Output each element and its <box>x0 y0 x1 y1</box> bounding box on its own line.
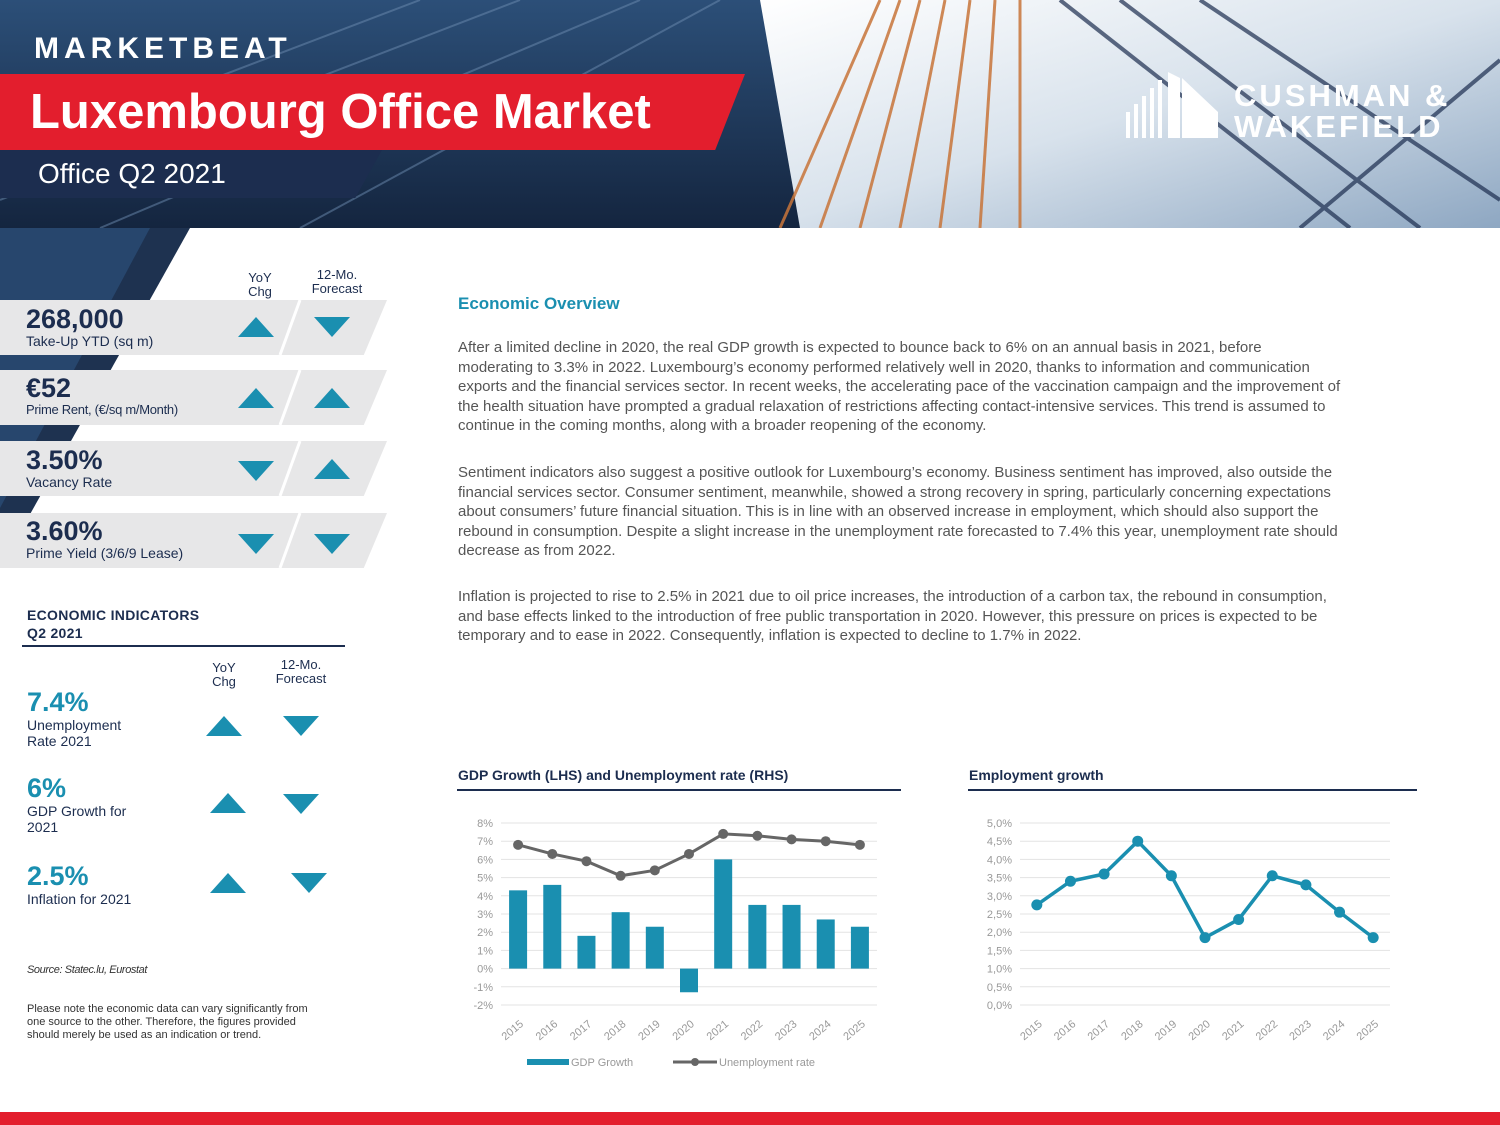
legend-gdp-swatch <box>527 1059 569 1065</box>
x-tick-label: 2017 <box>1085 1018 1113 1044</box>
arrow-up-icon <box>210 793 246 813</box>
y-tick-label: 5,0% <box>986 818 1012 830</box>
unemployment-point <box>616 871 626 881</box>
arrow-down-icon <box>291 873 327 893</box>
y-tick-label: -1% <box>473 981 493 994</box>
kpi-col-forecast-header: 12-Mo. Forecast <box>311 267 363 296</box>
x-tick-label: 2016 <box>1051 1018 1079 1044</box>
unemployment-point <box>581 856 591 866</box>
header-banner <box>0 0 1500 228</box>
kpi-divider-lines <box>270 300 330 570</box>
kpi-value: 268,000 <box>26 304 124 334</box>
indicator-label: Rate 2021 <box>27 733 92 749</box>
arrow-up-icon <box>210 873 246 893</box>
kpi-col-yoy-header: YoY Chg <box>248 270 272 299</box>
x-tick-label: 2025 <box>841 1018 868 1044</box>
y-tick-label: 7% <box>477 836 493 849</box>
gdp-bar <box>817 919 835 968</box>
y-tick-label: 4,5% <box>986 836 1012 849</box>
y-tick-label: 1% <box>477 945 493 958</box>
kpi-label: Vacancy Rate <box>26 474 113 490</box>
indicator-label: GDP Growth for <box>27 803 127 819</box>
indicator-value: 6% <box>27 773 67 803</box>
gdp-bar <box>509 890 527 968</box>
unemployment-point <box>718 829 728 839</box>
unemployment-point <box>513 840 523 850</box>
legend-gdp-label: GDP Growth <box>571 1057 634 1069</box>
gdp-bar <box>577 936 595 969</box>
y-tick-label: 1,0% <box>986 963 1012 976</box>
overview-paragraph-1: After a limited decline in 2020, the real GDP growth is expected to bounce back to 6% on an annual basis in 2021, before moderating to 3.3% in 2022. Luxembourg’s economy performed relatively well in 2020, thanks to information and communication exports and the financial services sector. In recent weeks, the accelerating pace of the vaccination campaign and the improvement of the health situation have prompted a gradual relaxation of restrictions affecting contact-intensive services. This trend is assumed to continue in the coming months, along with a broader reopening of the economy. <box>458 339 1341 434</box>
arrow-down-icon <box>283 794 319 814</box>
x-tick-label: 2023 <box>1287 1018 1314 1044</box>
kpi-prime-yield <box>26 517 183 561</box>
gdp-chart-title: GDP Growth (LHS) and Unemployment rate (RHS) <box>458 767 789 783</box>
employment-point <box>1368 932 1379 943</box>
indicator-unemployment <box>27 687 121 749</box>
ei-col-yoy-header: YoY Chg <box>212 660 236 689</box>
x-tick-label: 2017 <box>567 1018 595 1044</box>
gdp-bar <box>783 905 801 969</box>
y-tick-label: 4,0% <box>986 854 1012 867</box>
footer-bar <box>0 1112 1500 1125</box>
y-tick-label: 6% <box>477 854 493 867</box>
gdp-bar <box>543 885 561 969</box>
indicator-label: 2021 <box>27 819 59 835</box>
indicator-value: 7.4% <box>27 687 89 717</box>
y-tick-label: -2% <box>473 1000 493 1012</box>
gdp-bar <box>714 859 732 968</box>
y-tick-label: 4% <box>477 890 493 903</box>
x-tick-label: 2018 <box>1119 1018 1146 1044</box>
logo-text-line1: CUSHMAN & <box>1234 78 1451 113</box>
gdp-bar <box>680 969 698 993</box>
x-tick-label: 2021 <box>704 1018 732 1044</box>
employment-point <box>1132 836 1143 847</box>
gdp-unemployment-chart <box>457 805 901 1075</box>
x-tick-label: 2020 <box>670 1018 697 1044</box>
y-tick-label: 8% <box>477 818 493 830</box>
indicator-gdp <box>27 773 126 835</box>
unemployment-point <box>650 865 660 875</box>
x-tick-label: 2016 <box>533 1018 561 1044</box>
arrow-up-icon <box>238 317 274 337</box>
y-tick-label: 2,0% <box>986 927 1012 940</box>
employment-point <box>1267 870 1278 881</box>
unemployment-point <box>547 849 557 859</box>
indicator-inflation <box>27 861 131 907</box>
employment-point <box>1031 899 1042 910</box>
x-tick-label: 2015 <box>1018 1018 1045 1044</box>
arrow-down-icon <box>238 534 274 554</box>
indicator-value: 2.5% <box>27 861 89 891</box>
gdp-bar <box>612 912 630 968</box>
unemployment-point <box>855 840 865 850</box>
indicator-label: Unemployment <box>27 717 122 733</box>
x-tick-label: 2019 <box>636 1018 663 1044</box>
unemployment-point <box>821 836 831 846</box>
x-tick-label: 2023 <box>773 1018 800 1044</box>
y-tick-label: 2,5% <box>986 909 1012 921</box>
employment-chart-rule <box>968 789 1417 791</box>
source-note: Source: Statec.lu, Eurostat <box>27 964 148 976</box>
indicators-heading: ECONOMIC INDICATORS Q2 2021 <box>27 607 200 641</box>
overview-heading: Economic Overview <box>458 294 620 313</box>
y-tick-label: 0,5% <box>986 981 1012 994</box>
gdp-bar <box>851 927 869 969</box>
unemployment-point <box>684 849 694 859</box>
arrow-down-icon <box>314 534 350 554</box>
cushman-logo-icon <box>1124 72 1224 140</box>
employment-point <box>1300 879 1311 890</box>
kpi-vacancy <box>26 446 112 490</box>
unemployment-point <box>752 831 762 841</box>
arrow-up-icon <box>206 716 242 736</box>
y-tick-label: 1,5% <box>986 945 1012 958</box>
employment-point <box>1334 907 1345 918</box>
x-tick-label: 2021 <box>1220 1018 1247 1044</box>
y-tick-label: 3% <box>477 909 493 921</box>
employment-point <box>1099 868 1110 879</box>
x-tick-label: 2025 <box>1354 1018 1382 1044</box>
kpi-takeup <box>26 305 153 349</box>
y-tick-label: 2% <box>477 927 493 940</box>
page-title: Luxembourg Office Market <box>30 85 651 139</box>
arrow-up-icon <box>314 459 350 479</box>
kpi-label: Prime Yield (3/6/9 Lease) <box>26 545 184 561</box>
employment-chart-title: Employment growth <box>969 767 1104 783</box>
ei-col-forecast-header: 12-Mo. Forecast <box>275 657 327 686</box>
gdp-chart-rule <box>457 789 901 791</box>
kpi-prime-rent <box>26 374 178 418</box>
x-tick-label: 2022 <box>738 1018 766 1044</box>
legend-unemployment-label: Unemployment rate <box>719 1057 815 1069</box>
employment-point <box>1065 876 1076 887</box>
employment-point <box>1200 932 1211 943</box>
y-tick-label: 0% <box>477 963 493 976</box>
kpi-value: 3.60% <box>26 516 103 546</box>
x-tick-label: 2015 <box>499 1018 527 1044</box>
x-tick-label: 2022 <box>1253 1018 1281 1044</box>
unemployment-point <box>787 834 797 844</box>
overview-paragraph-2: Sentiment indicators also suggest a positive outlook for Luxembourg’s economy. Business sentiment has improved, also outside the financial services sector. Consumer sentiment, meanwhile, showed a strong recovery in spring, particularly concerning expectations about consumers’ future financial situation. This is in line with an observed increase in employment, which should also support the rebound in consumption. Despite a slight increase in the unemployment rate forecasted to 7.4% this year, unemployment rate should decrease as from 2022. <box>458 464 1338 559</box>
x-tick-label: 2024 <box>1321 1018 1348 1044</box>
disclaimer-note: Please note the economic data can vary significantly from one source to the other. Therefore, the figures provided should merely be used as an indication or trend. <box>27 1003 308 1041</box>
x-tick-label: 2020 <box>1186 1018 1213 1044</box>
y-tick-label: 3,5% <box>986 872 1012 885</box>
kpi-label: Prime Rent, (€/sq m/Month) <box>26 402 178 417</box>
kpi-label: Take-Up YTD (sq m) <box>26 333 154 349</box>
arrow-down-icon <box>238 461 274 481</box>
arrow-up-icon <box>238 388 274 408</box>
employment-growth-chart <box>968 805 1417 1055</box>
kpi-value: €52 <box>26 373 72 403</box>
overview-paragraph-3: Inflation is projected to rise to 2.5% in 2021 due to oil price increases, the introduction of a carbon tax, the rebound in consumption, and base effects linked to the introduction of free public transportation in 2020. However, this pressure on prices is expected to be temporary and to ease in 2022. Consequently, inflation is expected to decline to 1.7% in 2022. <box>458 588 1327 644</box>
indicator-label: Inflation for 2021 <box>27 891 132 907</box>
y-tick-label: 3,0% <box>986 890 1012 903</box>
page-subtitle: Office Q2 2021 <box>38 158 226 189</box>
gdp-bar <box>646 927 664 969</box>
kpi-value: 3.50% <box>26 445 103 475</box>
marketbeat-kicker: MARKETBEAT <box>34 32 292 65</box>
arrow-down-icon <box>314 317 350 337</box>
x-tick-label: 2024 <box>807 1018 834 1044</box>
employment-point <box>1166 870 1177 881</box>
arrow-down-icon <box>283 716 319 736</box>
gdp-bar <box>748 905 766 969</box>
y-tick-label: 0,0% <box>986 1000 1012 1012</box>
legend-unemployment-marker <box>691 1058 699 1066</box>
indicators-rule <box>22 645 345 647</box>
employment-point <box>1233 914 1244 925</box>
x-tick-label: 2018 <box>602 1018 629 1044</box>
arrow-up-icon <box>314 388 350 408</box>
x-tick-label: 2019 <box>1152 1018 1180 1044</box>
employment-line <box>1037 841 1373 937</box>
logo-text-line2: WAKEFIELD <box>1234 109 1444 144</box>
y-tick-label: 5% <box>477 872 493 885</box>
